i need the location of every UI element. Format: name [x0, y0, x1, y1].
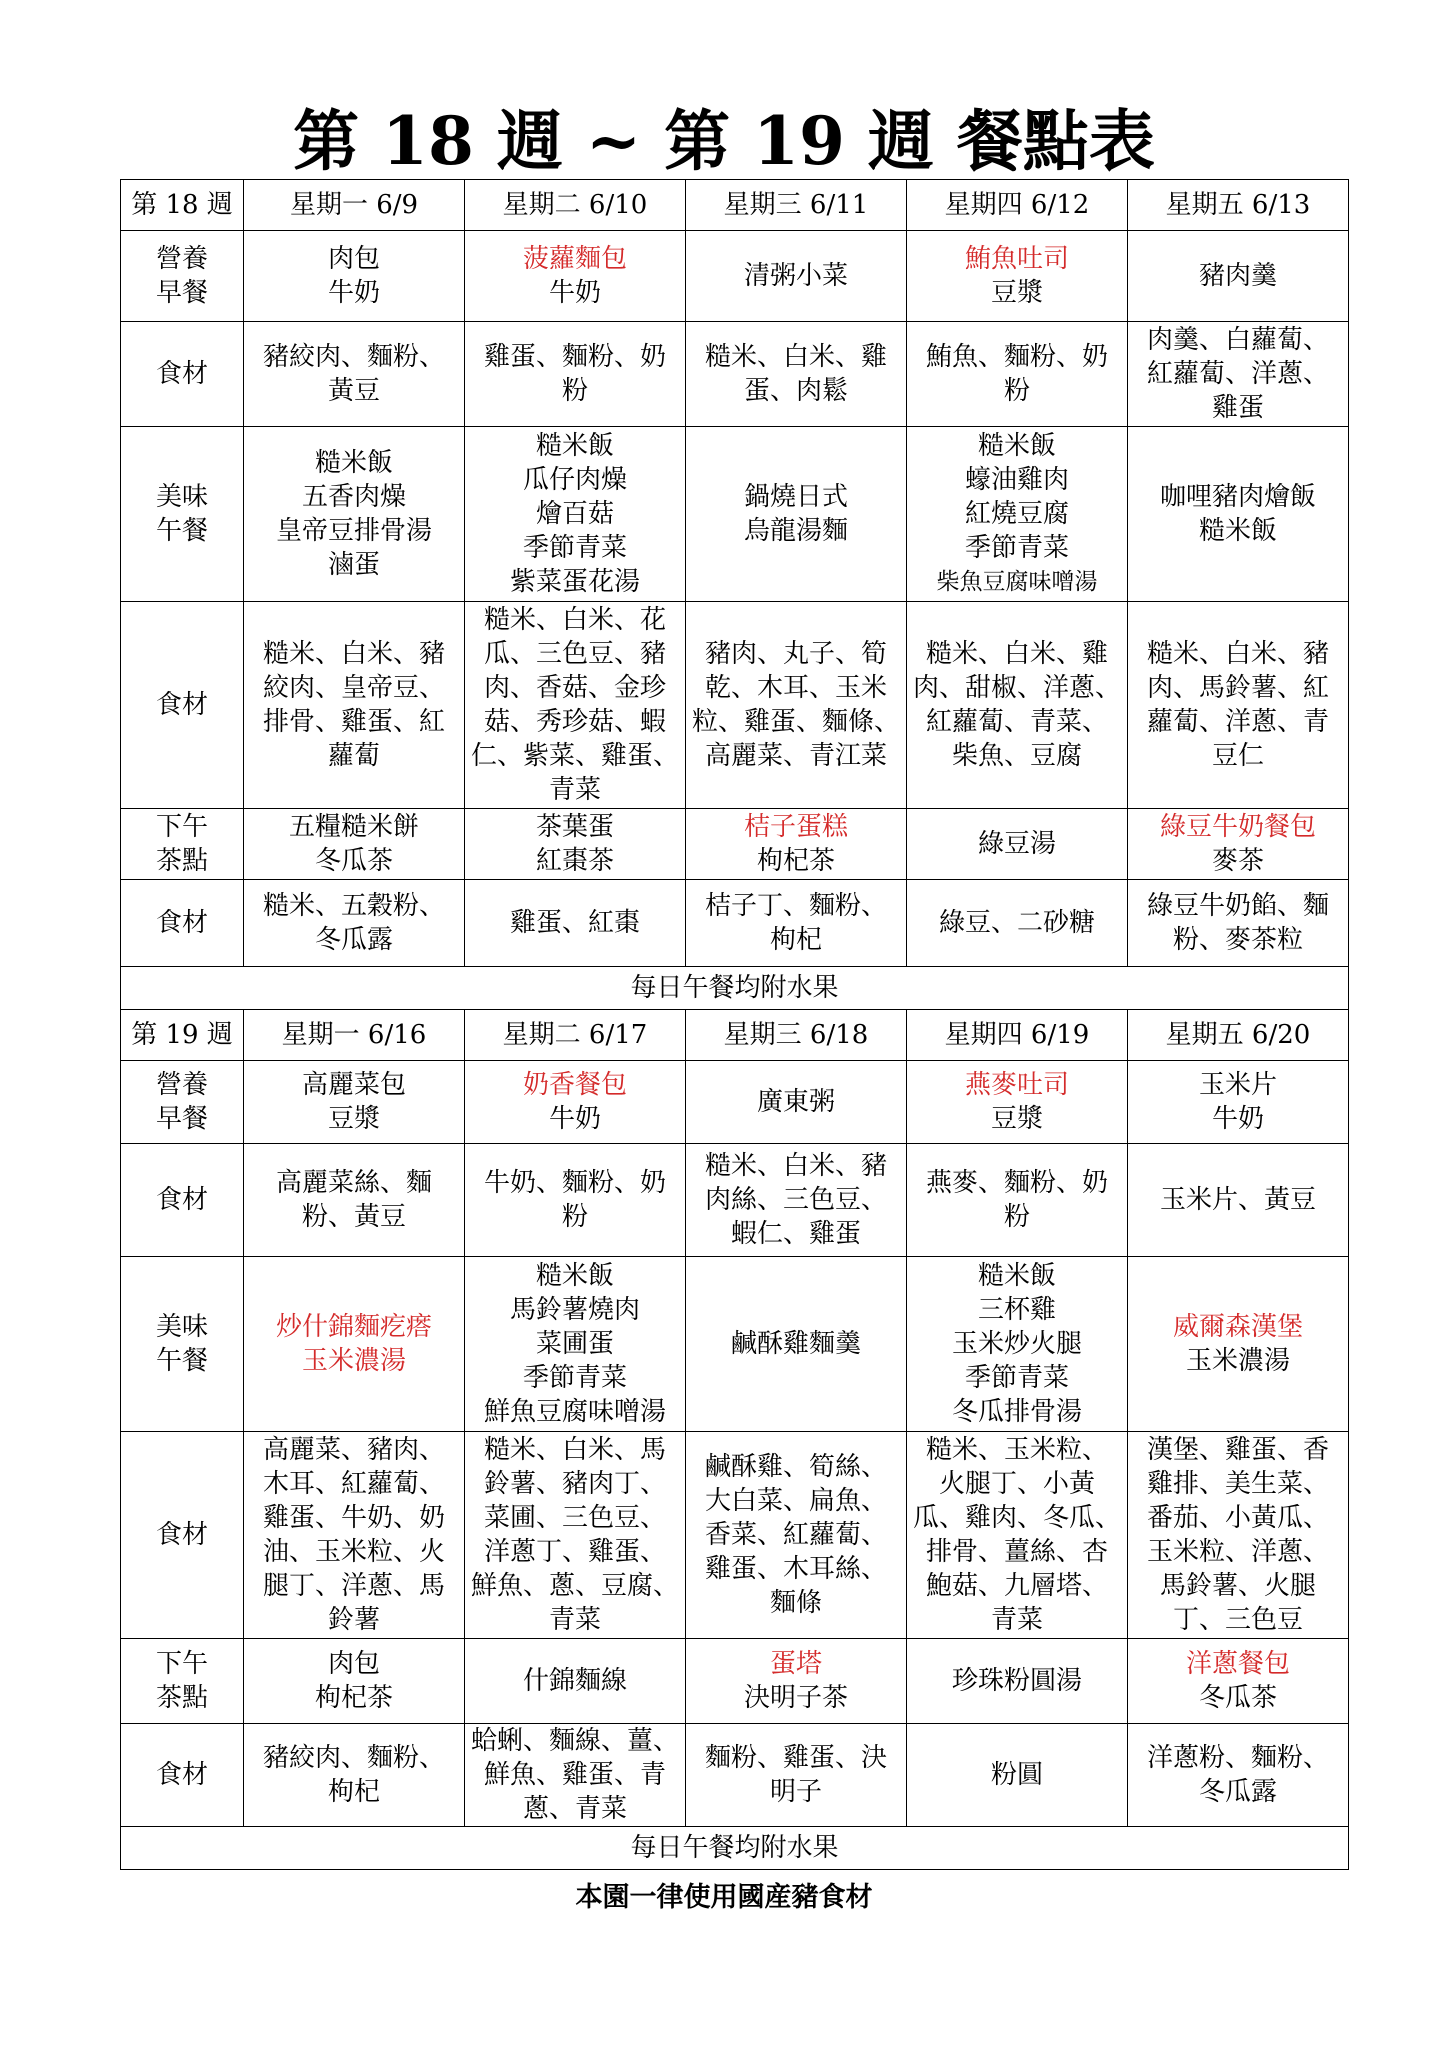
dish-line: 綠豆牛奶餐包	[1159, 812, 1316, 842]
breakfast-ingredients-row	[121, 1144, 1349, 1257]
row-label	[121, 1061, 244, 1144]
fruit-note-row	[121, 967, 1349, 1010]
ingredient-line: 排骨、雞蛋、紅	[262, 707, 445, 737]
ingredient-line: 青菜	[990, 1605, 1043, 1635]
dish-line: 季節青菜	[964, 1363, 1069, 1393]
breakfast-ingredients-cell	[244, 1144, 465, 1257]
dish-line: 柴魚豆腐味噌湯	[936, 569, 1098, 595]
breakfast-cell	[244, 1061, 465, 1144]
ingredient-line: 冬瓜露	[1198, 1777, 1277, 1807]
dish-line: 季節青菜	[522, 533, 627, 563]
ingredient-line: 粉	[561, 376, 588, 406]
ingredient-line: 枸杞	[327, 1777, 380, 1807]
day-header: 星期五 6/20	[1128, 1010, 1349, 1061]
row-label-line: 食材	[155, 1760, 208, 1790]
dish-line: 奶香餐包	[522, 1070, 627, 1100]
breakfast-ingredients-cell	[1128, 322, 1349, 427]
dish-line: 蛋塔	[769, 1649, 822, 1679]
dish-line: 牛奶	[327, 278, 380, 308]
snack-cell	[465, 809, 686, 880]
breakfast-cell	[907, 1061, 1128, 1144]
ingredient-line: 大白菜、扁魚、	[704, 1486, 887, 1516]
lunch-cell	[686, 1257, 907, 1432]
row-label-line: 早餐	[155, 278, 208, 308]
ingredient-line: 腿丁、洋蔥、馬	[262, 1571, 445, 1601]
lunch-ingredients-cell	[907, 602, 1128, 809]
ingredient-line: 乾、木耳、玉米	[704, 673, 887, 703]
day-header: 星期二 6/10	[465, 180, 686, 231]
snack-cell	[244, 809, 465, 880]
snack-ingredients-cell	[686, 1724, 907, 1827]
row-label-line: 茶點	[155, 846, 208, 876]
ingredient-line: 雞蛋、木耳絲、	[704, 1554, 887, 1584]
ingredient-line: 青菜	[548, 775, 601, 805]
row-label	[121, 231, 244, 322]
row-label-line: 食材	[155, 1520, 208, 1550]
lunch-ingredients-cell	[686, 1432, 907, 1639]
dish-line: 燴百菇	[535, 499, 614, 529]
ingredient-line: 雞排、美生菜、	[1146, 1469, 1329, 1499]
breakfast-ingredients-row	[121, 322, 1349, 427]
dish-line: 五香肉燥	[301, 482, 406, 512]
lunch-cell	[1128, 427, 1349, 602]
breakfast-row	[121, 231, 1349, 322]
dish-line: 炒什錦麵疙瘩	[275, 1312, 432, 1342]
breakfast-cell	[686, 1061, 907, 1144]
lunch-cell	[907, 1257, 1128, 1432]
ingredient-line: 糙米、白米、花	[483, 605, 666, 635]
ingredient-line: 粉	[561, 1202, 588, 1232]
breakfast-cell	[907, 231, 1128, 322]
ingredient-line: 玉米粒、洋蔥、	[1146, 1537, 1329, 1567]
ingredient-line: 漢堡、雞蛋、香	[1146, 1435, 1329, 1465]
ingredient-line: 鮮魚、雞蛋、青	[483, 1760, 666, 1790]
snack-cell	[686, 1639, 907, 1724]
dish-line: 玉米濃湯	[1185, 1346, 1290, 1376]
ingredient-line: 鈴薯、豬肉丁、	[483, 1469, 666, 1499]
ingredient-line: 菇、秀珍菇、蝦	[483, 707, 666, 737]
ingredient-line: 蔥、青菜	[522, 1794, 627, 1824]
lunch-row	[121, 1257, 1349, 1432]
ingredient-line: 綠豆、二砂糖	[938, 908, 1095, 938]
row-label	[121, 1257, 244, 1432]
ingredient-line: 蘿蔔、洋蔥、青	[1146, 707, 1329, 737]
dish-line: 肉包	[327, 1649, 380, 1679]
ingredient-line: 麵粉、雞蛋、決	[704, 1743, 887, 1773]
row-label	[121, 1724, 244, 1827]
ingredient-line: 冬瓜露	[314, 925, 393, 955]
day-header: 星期一 6/16	[244, 1010, 465, 1061]
dish-line: 皇帝豆排骨湯	[275, 516, 432, 546]
ingredient-line: 肉、馬鈴薯、紅	[1146, 673, 1329, 703]
dish-line: 鍋燒日式	[743, 482, 848, 512]
ingredient-line: 菜圃、三色豆、	[483, 1503, 666, 1533]
dish-line: 糙米飯	[535, 1261, 614, 1291]
snack-cell	[1128, 809, 1349, 880]
snack-cell	[907, 1639, 1128, 1724]
ingredient-line: 瓜、三色豆、豬	[483, 639, 666, 669]
ingredient-line: 排骨、薑絲、杏	[925, 1537, 1108, 1567]
dish-line: 五糧糙米餅	[288, 812, 419, 842]
ingredient-line: 明子	[769, 1777, 822, 1807]
snack-cell	[244, 1639, 465, 1724]
row-label-line: 美味	[155, 482, 208, 512]
row-label	[121, 1144, 244, 1257]
ingredient-line: 燕麥、麵粉、奶	[925, 1168, 1108, 1198]
ingredient-line: 糙米、白米、雞	[704, 342, 887, 372]
day-header: 星期一 6/9	[244, 180, 465, 231]
lunch-ingredients-cell	[686, 602, 907, 809]
day-header: 星期四 6/12	[907, 180, 1128, 231]
dish-line: 瓜仔肉燥	[522, 465, 627, 495]
ingredient-line: 豬肉、丸子、筍	[704, 639, 887, 669]
snack-ingredients-cell	[465, 880, 686, 967]
ingredient-line: 高麗菜、豬肉、	[262, 1435, 445, 1465]
lunch-ingredients-row	[121, 1432, 1349, 1639]
ingredient-line: 牛奶、麵粉、奶	[483, 1168, 666, 1198]
row-label	[121, 880, 244, 967]
dish-line: 牛奶	[548, 278, 601, 308]
fruit-note: 每日午餐均附水果	[121, 967, 1349, 1010]
ingredient-line: 玉米片、黃豆	[1159, 1185, 1316, 1215]
row-label-line: 營養	[155, 1070, 208, 1100]
lunch-ingredients-cell	[1128, 602, 1349, 809]
ingredient-line: 豬絞肉、麵粉、	[262, 1743, 445, 1773]
ingredient-line: 枸杞	[769, 925, 822, 955]
dish-line: 珍珠粉圓湯	[951, 1666, 1082, 1696]
ingredient-line: 油、玉米粒、火	[262, 1537, 445, 1567]
ingredient-line: 粉	[1003, 376, 1030, 406]
dish-line: 三杯雞	[977, 1295, 1056, 1325]
snack-row	[121, 809, 1349, 880]
row-label-line: 食材	[155, 1185, 208, 1215]
breakfast-ingredients-cell	[465, 322, 686, 427]
lunch-cell	[465, 427, 686, 602]
ingredient-line: 肉羹、白蘿蔔、	[1146, 325, 1329, 355]
breakfast-ingredients-cell	[1128, 1144, 1349, 1257]
lunch-ingredients-row	[121, 602, 1349, 809]
row-label-line: 午餐	[155, 1346, 208, 1376]
dish-line: 鹹酥雞麵羹	[730, 1329, 861, 1359]
day-header: 星期三 6/11	[686, 180, 907, 231]
row-label-line: 下午	[155, 812, 208, 842]
day-header: 星期五 6/13	[1128, 180, 1349, 231]
row-label-line: 午餐	[155, 516, 208, 546]
ingredient-line: 丁、三色豆	[1172, 1605, 1303, 1635]
ingredient-line: 肉、甜椒、洋蔥、	[912, 673, 1121, 703]
ingredient-line: 蝦仁、雞蛋	[730, 1219, 861, 1249]
ingredient-line: 糙米、白米、豬	[704, 1151, 887, 1181]
week-label: 第 18 週	[121, 180, 244, 231]
ingredient-line: 糙米、白米、馬	[483, 1435, 666, 1465]
day-header: 星期四 6/19	[907, 1010, 1128, 1061]
ingredient-line: 瓜、雞肉、冬瓜、	[912, 1503, 1121, 1533]
row-label-line: 食材	[155, 359, 208, 389]
ingredient-line: 黃豆	[327, 376, 380, 406]
lunch-cell	[907, 427, 1128, 602]
snack-ingredients-cell	[686, 880, 907, 967]
ingredient-line: 絞肉、皇帝豆、	[262, 673, 445, 703]
lunch-ingredients-cell	[907, 1432, 1128, 1639]
dish-line: 糙米飯	[1198, 516, 1277, 546]
dish-line: 滷蛋	[327, 550, 380, 580]
dish-line: 糙米飯	[314, 448, 393, 478]
ingredient-line: 蛋、肉鬆	[743, 376, 848, 406]
ingredient-line: 雞蛋、牛奶、奶	[262, 1503, 445, 1533]
menu-table	[120, 179, 1349, 1870]
ingredient-line: 粉圓	[990, 1760, 1043, 1790]
dish-line: 洋蔥餐包	[1185, 1649, 1290, 1679]
dish-line: 菠蘿麵包	[522, 244, 627, 274]
snack-ingredients-cell	[244, 1724, 465, 1827]
snack-ingredients-row	[121, 880, 1349, 967]
dish-line: 糙米飯	[535, 431, 614, 461]
dish-line: 牛奶	[548, 1104, 601, 1134]
ingredient-line: 肉絲、三色豆、	[704, 1185, 887, 1215]
dish-line: 蠔油雞肉	[964, 465, 1069, 495]
breakfast-row	[121, 1061, 1349, 1144]
breakfast-ingredients-cell	[465, 1144, 686, 1257]
dish-line: 馬鈴薯燒肉	[509, 1295, 640, 1325]
lunch-cell	[244, 1257, 465, 1432]
snack-ingredients-cell	[1128, 1724, 1349, 1827]
lunch-cell	[465, 1257, 686, 1432]
row-label-line: 早餐	[155, 1104, 208, 1134]
dish-line: 威爾森漢堡	[1172, 1312, 1303, 1342]
week-header-row	[121, 1010, 1349, 1061]
dish-line: 豆漿	[990, 1104, 1043, 1134]
dish-line: 糙米飯	[977, 431, 1056, 461]
row-label	[121, 602, 244, 809]
dish-line: 冬瓜茶	[1198, 1683, 1277, 1713]
dish-line: 桔子蛋糕	[743, 812, 848, 842]
dish-line: 紅棗茶	[535, 846, 614, 876]
ingredient-line: 鮪魚、麵粉、奶	[925, 342, 1108, 372]
breakfast-cell	[1128, 1061, 1349, 1144]
ingredient-line: 粉	[1003, 1202, 1030, 1232]
dish-line: 玉米片	[1198, 1070, 1277, 1100]
ingredient-line: 香菜、紅蘿蔔、	[704, 1520, 887, 1550]
breakfast-ingredients-cell	[244, 322, 465, 427]
dish-line: 清粥小菜	[743, 261, 848, 291]
row-label	[121, 427, 244, 602]
ingredient-line: 雞蛋、麵粉、奶	[483, 342, 666, 372]
dish-line: 麥茶	[1211, 846, 1264, 876]
row-label-line: 營養	[155, 244, 208, 274]
row-label-line: 食材	[155, 690, 208, 720]
ingredient-line: 桔子丁、麵粉、	[704, 891, 887, 921]
row-label	[121, 1639, 244, 1724]
ingredient-line: 馬鈴薯、火腿	[1159, 1571, 1316, 1601]
dish-line: 紅燒豆腐	[964, 499, 1069, 529]
dish-line: 鮪魚吐司	[964, 244, 1069, 274]
ingredient-line: 青菜	[548, 1605, 601, 1635]
ingredient-line: 高麗菜、青江菜	[704, 741, 887, 771]
dish-line: 肉包	[327, 244, 380, 274]
breakfast-ingredients-cell	[907, 1144, 1128, 1257]
dish-line: 豆漿	[327, 1104, 380, 1134]
lunch-ingredients-cell	[465, 1432, 686, 1639]
snack-ingredients-cell	[1128, 880, 1349, 967]
dish-line: 玉米濃湯	[301, 1346, 406, 1376]
day-header: 星期三 6/18	[686, 1010, 907, 1061]
dish-line: 鮮魚豆腐味噌湯	[483, 1397, 666, 1427]
ingredient-line: 柴魚、豆腐	[951, 741, 1082, 771]
footer-note: 本園一律使用國産豬食材	[575, 1882, 873, 1913]
ingredient-line: 糙米、五穀粉、	[262, 891, 445, 921]
ingredient-line: 鮮魚、蔥、豆腐、	[470, 1571, 679, 1601]
ingredient-line: 粉、麥茶粒	[1172, 925, 1303, 955]
dish-line: 決明子茶	[743, 1683, 848, 1713]
dish-line: 糙米飯	[977, 1261, 1056, 1291]
fruit-note: 每日午餐均附水果	[121, 1827, 1349, 1870]
ingredient-line: 鮑菇、九層塔、	[925, 1571, 1108, 1601]
snack-ingredients-cell	[907, 880, 1128, 967]
snack-ingredients-cell	[465, 1724, 686, 1827]
breakfast-cell	[1128, 231, 1349, 322]
lunch-ingredients-cell	[1128, 1432, 1349, 1639]
ingredient-line: 綠豆牛奶餡、麵	[1146, 891, 1329, 921]
dish-line: 什錦麵線	[522, 1666, 627, 1696]
dish-line: 牛奶	[1211, 1104, 1264, 1134]
breakfast-ingredients-cell	[686, 322, 907, 427]
week-header-row	[121, 180, 1349, 231]
ingredient-line: 洋蔥丁、雞蛋、	[483, 1537, 666, 1567]
dish-line: 烏龍湯麵	[743, 516, 848, 546]
dish-line: 玉米炒火腿	[951, 1329, 1082, 1359]
dish-line: 季節青菜	[522, 1363, 627, 1393]
ingredient-line: 豬絞肉、麵粉、	[262, 342, 445, 372]
ingredient-line: 火腿丁、小黃	[938, 1469, 1095, 1499]
row-label-line: 下午	[155, 1649, 208, 1679]
snack-ingredients-cell	[244, 880, 465, 967]
breakfast-cell	[465, 1061, 686, 1144]
breakfast-cell	[244, 231, 465, 322]
breakfast-cell	[465, 231, 686, 322]
lunch-cell	[244, 427, 465, 602]
row-label-line: 食材	[155, 908, 208, 938]
dish-line: 紫菜蛋花湯	[509, 567, 640, 597]
dish-line: 廣東粥	[756, 1087, 835, 1117]
fruit-note-row	[121, 1827, 1349, 1870]
row-label	[121, 322, 244, 427]
ingredient-line: 麵條	[769, 1588, 822, 1618]
row-label-line: 美味	[155, 1312, 208, 1342]
lunch-ingredients-cell	[244, 1432, 465, 1639]
week-label: 第 19 週	[121, 1010, 244, 1061]
ingredient-line: 鈴薯	[327, 1605, 380, 1635]
snack-ingredients-row	[121, 1724, 1349, 1827]
ingredient-line: 糙米、玉米粒、	[925, 1435, 1108, 1465]
ingredient-line: 木耳、紅蘿蔔、	[262, 1469, 445, 1499]
day-header: 星期二 6/17	[465, 1010, 686, 1061]
ingredient-line: 鹹酥雞、筍絲、	[704, 1452, 887, 1482]
ingredient-line: 雞蛋、紅棗	[509, 908, 640, 938]
ingredient-line: 蘿蔔	[327, 741, 380, 771]
ingredient-line: 糙米、白米、豬	[262, 639, 445, 669]
breakfast-ingredients-cell	[907, 322, 1128, 427]
ingredient-line: 糙米、白米、雞	[925, 639, 1108, 669]
ingredient-line: 高麗菜絲、麵	[275, 1168, 432, 1198]
lunch-ingredients-cell	[465, 602, 686, 809]
lunch-ingredients-cell	[244, 602, 465, 809]
dish-line: 燕麥吐司	[964, 1070, 1069, 1100]
ingredient-line: 洋蔥粉、麵粉、	[1146, 1743, 1329, 1773]
ingredient-line: 紅蘿蔔、洋蔥、	[1146, 359, 1329, 389]
dish-line: 冬瓜排骨湯	[951, 1397, 1082, 1427]
row-label-line: 茶點	[155, 1683, 208, 1713]
ingredient-line: 豆仁	[1211, 741, 1264, 771]
dish-line: 咖哩豬肉燴飯	[1159, 482, 1316, 512]
dish-line: 季節青菜	[964, 533, 1069, 563]
dish-line: 枸杞茶	[314, 1683, 393, 1713]
snack-row	[121, 1639, 1349, 1724]
dish-line: 冬瓜茶	[314, 846, 393, 876]
snack-cell	[686, 809, 907, 880]
dish-line: 高麗菜包	[301, 1070, 406, 1100]
snack-cell	[1128, 1639, 1349, 1724]
dish-line: 枸杞茶	[756, 846, 835, 876]
lunch-cell	[1128, 1257, 1349, 1432]
ingredient-line: 番茄、小黃瓜、	[1146, 1503, 1329, 1533]
ingredient-line: 糙米、白米、豬	[1146, 639, 1329, 669]
dish-line: 綠豆湯	[977, 829, 1056, 859]
ingredient-line: 仁、紫菜、雞蛋、	[470, 741, 679, 771]
snack-cell	[907, 809, 1128, 880]
snack-ingredients-cell	[907, 1724, 1128, 1827]
dish-line: 豆漿	[990, 278, 1043, 308]
ingredient-line: 蛤蜊、麵線、薑、	[470, 1726, 679, 1756]
row-label	[121, 1432, 244, 1639]
dish-line: 茶葉蛋	[535, 812, 614, 842]
ingredient-line: 粒、雞蛋、麵條、	[691, 707, 900, 737]
ingredient-line: 紅蘿蔔、青菜、	[925, 707, 1108, 737]
ingredient-line: 雞蛋	[1211, 393, 1264, 423]
snack-cell	[465, 1639, 686, 1724]
breakfast-ingredients-cell	[686, 1144, 907, 1257]
ingredient-line: 肉、香菇、金珍	[483, 673, 666, 703]
dish-line: 豬肉羹	[1198, 261, 1277, 291]
lunch-cell	[686, 427, 907, 602]
row-label	[121, 809, 244, 880]
lunch-row	[121, 427, 1349, 602]
breakfast-cell	[686, 231, 907, 322]
page-title: 第 18 週 ~ 第 19 週 餐點表	[293, 102, 1155, 180]
ingredient-line: 粉、黃豆	[301, 1202, 406, 1232]
dish-line: 菜圃蛋	[535, 1329, 614, 1359]
